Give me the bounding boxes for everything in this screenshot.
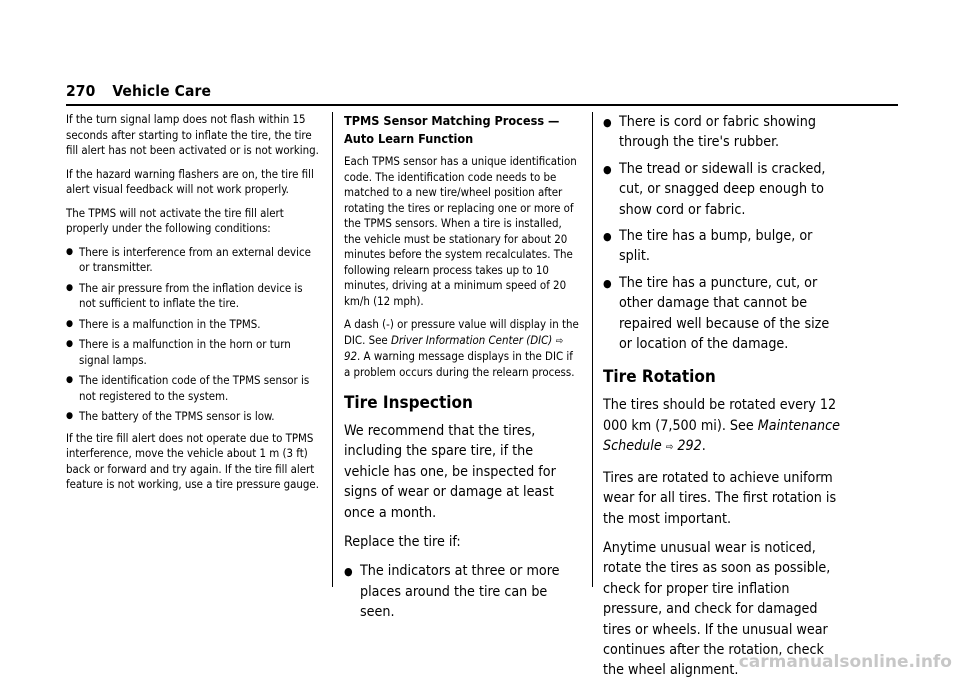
paragraph: A dash (-) or pressure value will display in the DIC. See Driver Information Center (DIC) ⇨ 92. A warning message displays in the DIC if a problem occurs during the relearn process.: [344, 317, 579, 379]
bullet-icon: ●: [66, 411, 74, 421]
section-heading: Tire Rotation: [603, 367, 716, 388]
page-number: 270: [66, 82, 96, 100]
section-heading: Tire Inspection: [344, 393, 473, 413]
replace-list: [344, 561, 580, 622]
bullet-icon: ●: [66, 318, 74, 329]
list-item: ● The tread or sidewall is cracked, cut, or snagged deep enough to show cord or fabric.: [603, 160, 826, 218]
list-item: ● There is a malfunction in the TPMS.: [66, 316, 261, 331]
paragraph: If the tire fill alert does not operate due to TPMS interference, move the vehicle about 1 m (3 ft) back or forward and try again. If the tire fill alert feature is not working, use a tire pressure gauge.: [66, 430, 319, 491]
list-item: ● The indicators at three or more places around the tire can be seen.: [344, 563, 560, 621]
bullet-icon: ●: [603, 276, 612, 290]
list-item: ● The identification code of the TPMS sensor is not registered to the system.: [66, 373, 310, 403]
bullet-icon: ●: [66, 339, 74, 349]
cross-reference-link[interactable]: Maintenance Schedule: [603, 417, 841, 455]
paragraph: We recommend that the tires, including the spare tire, if the vehicle has one, be inspected for signs of wear or damage at least once a month.: [344, 423, 556, 521]
column-divider: [332, 112, 333, 587]
bullet-icon: ●: [66, 282, 74, 293]
list-item: ● The tire has a puncture, cut, or other damage that cannot be repaired well because of the size or location of the damage.: [603, 274, 830, 353]
page-ref[interactable]: 92: [344, 349, 358, 363]
column-1: [66, 112, 320, 501]
conditions-list: [66, 245, 320, 425]
bullet-icon: ●: [66, 375, 74, 385]
paragraph: If the turn signal lamp does not flash within 15 seconds after starting to inflate the tire, the tire fill alert has not been activated or is not working.: [66, 112, 319, 157]
column-2: [344, 112, 580, 629]
list-item: ● There is cord or fabric showing through the tire's rubber.: [603, 114, 816, 151]
column-3: [603, 112, 843, 690]
paragraph: Each TPMS sensor has a unique identification code. The identification code needs to be matched to a new tire/wheel position after rotating the tires or replacing one or more of the TPMS sensors. When a tire is installed, the vehicle must be stationary for about 20 minutes before the system recalculates. The following relearn process takes up to 10 minutes, driving at a minimum speed of 20 km/h (12 mph).: [344, 154, 577, 308]
page-ref[interactable]: 292: [677, 438, 702, 455]
bullet-icon: ●: [344, 565, 353, 579]
list-item: ● There is a malfunction in the horn or turn signal lamps.: [66, 337, 291, 367]
column-divider: [592, 112, 593, 587]
list-item: ● The tire has a bump, bulge, or split.: [603, 228, 813, 265]
page-ref-icon: ⇨: [665, 442, 674, 454]
header-rule: [66, 104, 898, 106]
bullet-icon: ●: [603, 230, 612, 244]
bullet-icon: ●: [603, 162, 612, 176]
section-title: Vehicle Care: [112, 82, 212, 100]
subsection-heading: TPMS Sensor Matching Process — Auto Learn Function: [344, 113, 560, 146]
paragraph: Anytime unusual wear is noticed, rotate the tires as soon as possible, check for proper tire inflation pressure, and check for damaged tires or wheels. If the unusual wear continues after the rotation, check the wheel alignment.: [603, 539, 831, 679]
list-item: ● The battery of the TPMS sensor is low.: [66, 409, 275, 423]
bullet-icon: ●: [66, 246, 74, 257]
paragraph: The TPMS will not activate the tire fill alert properly under the following conditions:: [66, 205, 284, 235]
bullet-icon: ●: [603, 116, 612, 129]
list-item: ● There is interference from an external device or transmitter.: [66, 244, 311, 274]
page-header: [66, 82, 211, 100]
paragraph: Tires are rotated to achieve uniform wear for all tires. The first rotation is the most important.: [603, 469, 837, 527]
paragraph: The tires should be rotated every 12 000 km (7,500 mi). See Maintenance Schedule ⇨ 292.: [603, 397, 841, 455]
replace-list-continued: [603, 112, 843, 354]
paragraph: Replace the tire if:: [344, 534, 461, 551]
page-ref-icon: ⇨: [555, 335, 564, 347]
paragraph: If the hazard warning flashers are on, the tire fill alert visual feedback will not work properly.: [66, 166, 314, 196]
list-item: ● The air pressure from the inflation device is not sufficient to inflate the tire.: [66, 280, 303, 310]
watermark: carmanualsonline.info: [738, 652, 952, 672]
cross-reference-link[interactable]: Driver Information Center (DIC): [390, 332, 553, 347]
